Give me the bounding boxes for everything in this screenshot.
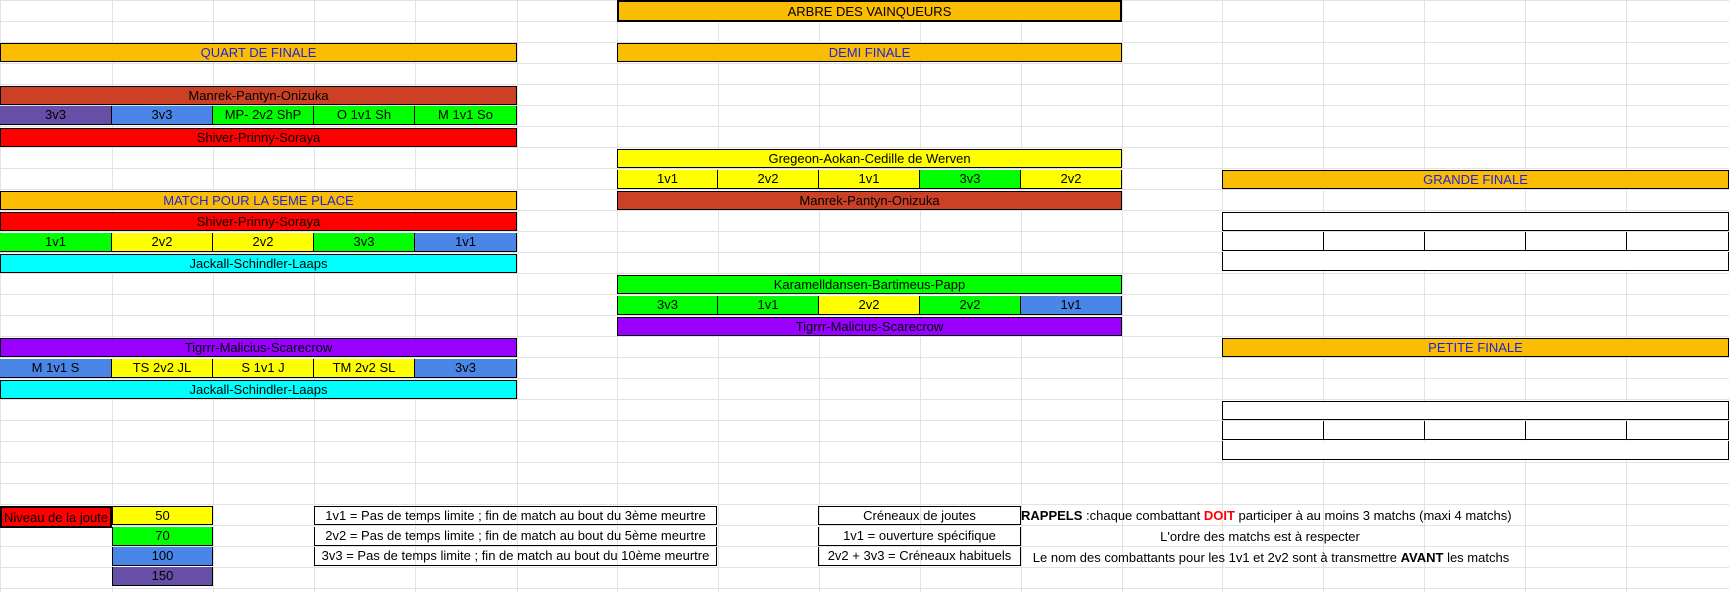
quarter-match1-game-5[interactable]: M 1v1 So	[415, 106, 517, 125]
petite-finale-game-5[interactable]	[1626, 421, 1729, 440]
reminder-line-3	[1021, 549, 1521, 568]
semi-match1-game-3[interactable]: 1v1	[819, 170, 920, 189]
petite-finale-game-2[interactable]	[1323, 421, 1425, 440]
semi-match2-team-b[interactable]: Tigrrr-Malicius-Scarecrow	[617, 317, 1122, 336]
petite-finale-game-1[interactable]	[1222, 421, 1324, 440]
reminder-line-1	[1021, 507, 1541, 526]
slots-row-1v1: 1v1 = ouverture spécifique	[818, 527, 1021, 546]
grande-finale-game-1[interactable]	[1222, 232, 1324, 251]
quarter-match2-game-2[interactable]: TS 2v2 JL	[112, 359, 213, 378]
reminder-3-emphasis: AVANT	[1400, 550, 1444, 565]
petite-finale-header: PETITE FINALE	[1222, 338, 1729, 357]
rule-1v1: 1v1 = Pas de temps limite ; fin de match au bout du 3ème meurtre	[314, 506, 717, 525]
quarter-match1-game-4[interactable]: O 1v1 Sh	[314, 106, 415, 125]
level-legend-label: Niveau de la joute	[0, 506, 112, 528]
quarter-match2-team-a[interactable]: Tigrrr-Malicius-Scarecrow	[0, 338, 517, 357]
level-50: 50	[112, 506, 213, 525]
fifth-place-header: MATCH POUR LA 5EME PLACE	[0, 191, 517, 210]
reminder-3-part-a: Le nom des combattants pour les 1v1 et 2v2 sont à transmettre	[1032, 550, 1401, 565]
quarter-match2-game-1[interactable]: M 1v1 S	[0, 359, 112, 378]
quarter-match1-game-1[interactable]: 3v3	[0, 106, 112, 125]
reminder-line-2: L'ordre des matchs est à respecter	[1160, 529, 1360, 544]
petite-finale-team-b[interactable]	[1222, 441, 1729, 460]
fifth-place-team-a[interactable]: Shiver-Prinny-Soraya	[0, 212, 517, 231]
reminder-3-part-b: les matchs	[1443, 550, 1510, 565]
semi-match2-game-4[interactable]: 2v2	[920, 296, 1021, 315]
page-title: ARBRE DES VAINQUEURS	[617, 0, 1122, 22]
grande-finale-game-3[interactable]	[1424, 232, 1526, 251]
semi-match2-team-a[interactable]: Karamelldansen-Bartimeus-Papp	[617, 275, 1122, 294]
grande-finale-team-a[interactable]	[1222, 212, 1729, 231]
quarter-match2-team-b[interactable]: Jackall-Schindler-Laaps	[0, 380, 517, 399]
level-70: 70	[112, 527, 213, 546]
reminder-1-part-b: participer à au moins 3 matchs (maxi 4 matchs)	[1234, 508, 1512, 523]
level-100: 100	[112, 547, 213, 566]
reminder-1-part-a: :chaque combattant	[1082, 508, 1204, 523]
slots-header: Créneaux de joutes	[818, 506, 1021, 525]
semi-match1-game-5[interactable]: 2v2	[1021, 170, 1122, 189]
grande-finale-game-5[interactable]	[1626, 232, 1729, 251]
semi-match2-game-1[interactable]: 3v3	[617, 296, 718, 315]
semi-match2-game-2[interactable]: 1v1	[718, 296, 819, 315]
grande-finale-header: GRANDE FINALE	[1222, 170, 1729, 189]
fifth-place-game-1[interactable]: 1v1	[0, 233, 112, 252]
reminder-label: RAPPELS	[1021, 508, 1083, 523]
rule-2v2: 2v2 = Pas de temps limite ; fin de match au bout du 5ème meurtre	[314, 527, 717, 546]
level-150: 150	[112, 567, 213, 586]
fifth-place-game-4[interactable]: 3v3	[314, 233, 415, 252]
semi-match2-game-3[interactable]: 2v2	[819, 296, 920, 315]
quarter-match1-game-3[interactable]: MP- 2v2 ShP	[213, 106, 314, 125]
quarter-match2-game-3[interactable]: S 1v1 J	[213, 359, 314, 378]
semi-match1-team-a[interactable]: Gregeon-Aokan-Cedille de Werven	[617, 149, 1122, 168]
semi-match1-team-b[interactable]: Manrek-Pantyn-Onizuka	[617, 191, 1122, 210]
petite-finale-team-a[interactable]	[1222, 401, 1729, 420]
fifth-place-game-2[interactable]: 2v2	[112, 233, 213, 252]
quarter-match2-game-4[interactable]: TM 2v2 SL	[314, 359, 415, 378]
fifth-place-team-b[interactable]: Jackall-Schindler-Laaps	[0, 254, 517, 273]
quarter-match1-team-b[interactable]: Shiver-Prinny-Soraya	[0, 128, 517, 147]
grande-finale-game-2[interactable]	[1323, 232, 1425, 251]
semi-final-header: DEMI FINALE	[617, 43, 1122, 62]
quarter-match1-game-2[interactable]: 3v3	[112, 106, 213, 125]
rule-3v3: 3v3 = Pas de temps limite ; fin de match au bout du 10ème meurtre	[314, 547, 717, 566]
semi-match2-game-5[interactable]: 1v1	[1021, 296, 1122, 315]
grande-finale-team-b[interactable]	[1222, 252, 1729, 271]
petite-finale-game-4[interactable]	[1525, 421, 1627, 440]
reminder-1-emphasis: DOIT	[1203, 508, 1235, 523]
slots-row-2v2-3v3: 2v2 + 3v3 = Créneaux habituels	[818, 547, 1021, 566]
semi-match1-game-4[interactable]: 3v3	[920, 170, 1021, 189]
quarter-match1-team-a[interactable]: Manrek-Pantyn-Onizuka	[0, 86, 517, 105]
grande-finale-game-4[interactable]	[1525, 232, 1627, 251]
semi-match1-game-1[interactable]: 1v1	[617, 170, 718, 189]
fifth-place-game-5[interactable]: 1v1	[415, 233, 517, 252]
quarter-match2-game-5[interactable]: 3v3	[415, 359, 517, 378]
quarter-final-header: QUART DE FINALE	[0, 43, 517, 62]
petite-finale-game-3[interactable]	[1424, 421, 1526, 440]
fifth-place-game-3[interactable]: 2v2	[213, 233, 314, 252]
semi-match1-game-2[interactable]: 2v2	[718, 170, 819, 189]
